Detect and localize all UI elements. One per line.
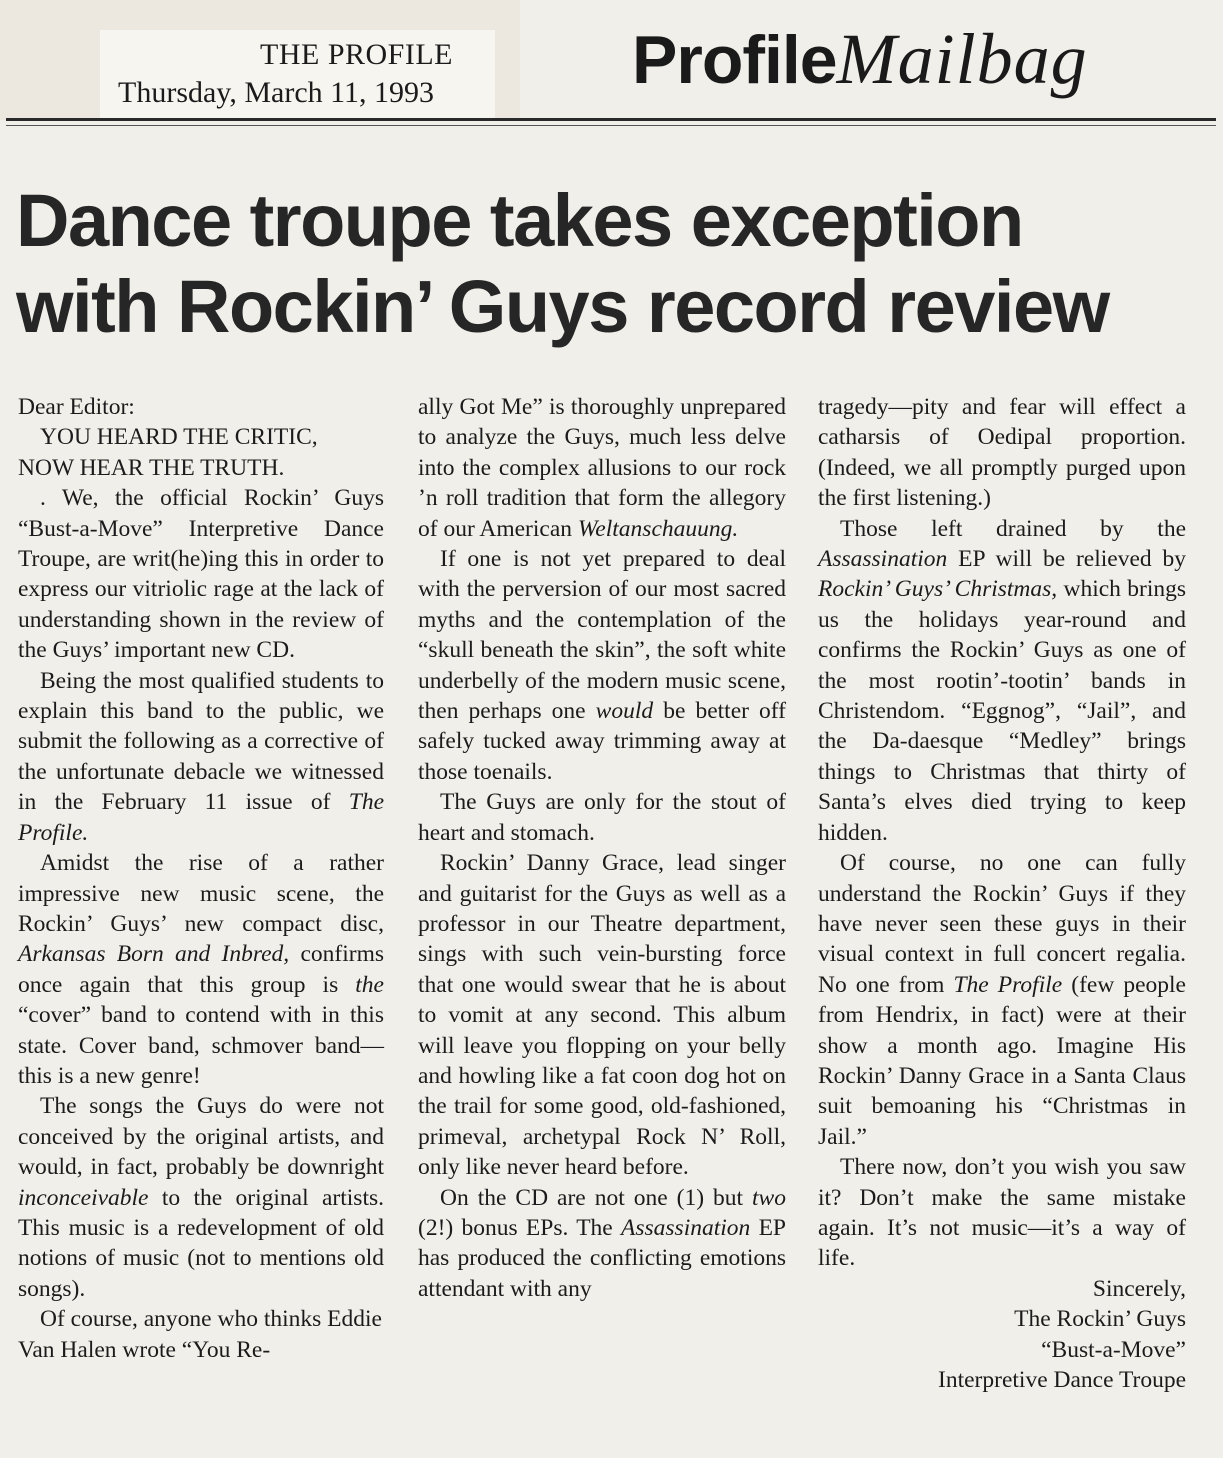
- paragraph-7: The Guys are only for the stout of heart and stomach.: [418, 789, 786, 846]
- header-rule-thin: [6, 125, 1216, 126]
- section-title-italic: Mailbag: [836, 19, 1088, 99]
- paragraph-5-start: Of course, anyone who thinks Eddie Van Halen wrote “You Re-: [18, 1306, 382, 1363]
- paragraph-1: . We, the official Rockin’ Guys “Bust-a-Move” Interpretive Dance Troupe, are writ(he)ing this in order to express our vitriolic rage at the lack of understanding shown in the review of the Guys’ important new CD.: [18, 485, 384, 664]
- sign-off: Sincerely,: [1092, 1275, 1186, 1302]
- headline: [16, 178, 1216, 350]
- article-column-3: [818, 392, 1186, 1395]
- paper-name: THE PROFILE: [260, 38, 453, 71]
- signature-line-2: “Bust-a-Move”: [1041, 1336, 1186, 1363]
- paragraph-2: Being the most qualified students to explain this band to the public, we submit the following as a corrective of the unfortunate debacle we witnessed in the February 11 issue of The Profile.: [18, 667, 384, 846]
- paragraph-11: Of course, no one can fully understand the Rockin’ Guys if they have never seen these guys in their visual context in full concert regalia. No one from The Profile (few people from Hendrix, in fact) were at their show a month ago. Imagine His Rockin’ Danny Grace in a Santa Claus suit bemoaning his “Christmas in Jail.”: [818, 850, 1186, 1150]
- paragraph-10: Those left drained by the Assassination EP will be relieved by Rockin’ Guys’ Christmas, which brings us the holidays year-round and confirms the Rockin’ Guys as one of the most rootin’-tootin’ bands in Christendom. “Eggnog”, “Jail”, and the Da-daesque “Medley” brings things to Christmas that thirty of Santa’s elves died trying to keep hidden.: [818, 515, 1186, 846]
- section-title-bold: Profile: [632, 22, 837, 98]
- article-column-1: [18, 392, 384, 1365]
- paragraph-9-start: On the CD are not one (1) but two (2!) bonus EPs. The Assassination EP has produced the conflicting emotions attendant with any: [418, 1184, 786, 1302]
- opening-line-1: YOU HEARD THE CRITIC,: [40, 424, 318, 451]
- signature-line-3: Interpretive Dance Troupe: [938, 1367, 1186, 1393]
- salutation: Dear Editor:: [18, 394, 135, 420]
- section-title: [632, 18, 1088, 101]
- paragraph-12: There now, don’t you wish you saw it? Don’t make the same mistake again. It’s not music—it’s a way of life.: [818, 1154, 1186, 1272]
- article-column-2: [418, 392, 786, 1304]
- headline-line-2: with Rockin’ Guys record review: [16, 265, 1109, 348]
- paragraph-3: Amidst the rise of a rather impressive new music scene, the Rockin’ Guys’ new compact disc, Arkansas Born and Inbred, confirms once again that this group is the “cover” band to contend with in this state. Cover band, schmover band—this is a new genre!: [18, 850, 384, 1089]
- paragraph-8: Rockin’ Danny Grace, lead singer and guitarist for the Guys as well as a professor in our Theatre department, sings with such vein-bursting force that one would swear that he is about to vomit at any second. This album will leave you flopping on your belly and howling like a fat coon dog hot on the trail for some good, old-fashioned, primeval, archetypal Rock N’ Roll, only like never heard before.: [418, 850, 786, 1181]
- signature-line-1: The Rockin’ Guys: [1014, 1306, 1186, 1333]
- header-rule: [6, 118, 1216, 121]
- paragraph-9-end: tragedy—pity and fear will effect a catharsis of Oedipal proportion. (Indeed, we all promptly purged upon the first listening.): [818, 394, 1186, 512]
- paragraph-5-end: ally Got Me” is thoroughly unprepared to analyze the Guys, much less delve into the complex allusions to our rock ’n roll tradition that form the allegory of our American Weltanschauung.: [418, 394, 786, 542]
- paragraph-4: The songs the Guys do were not conceived by the original artists, and would, in fact, probably be downright inconceivable to the original artists. This music is a redevelopment of old notions of music (not to mentions old songs).: [18, 1093, 384, 1302]
- opening-line-2: NOW HEAR THE TRUTH.: [18, 454, 285, 481]
- paragraph-6: If one is not yet prepared to deal with the perversion of our most sacred myths and the contemplation of the “skull beneath the skin”, the soft white underbelly of the modern music scene, then perhaps one would be better off safely tucked away trimming away at those toenails.: [418, 546, 786, 785]
- issue-date: Thursday, March 11, 1993: [118, 76, 435, 109]
- headline-line-1: Dance troupe takes exception: [16, 179, 1023, 262]
